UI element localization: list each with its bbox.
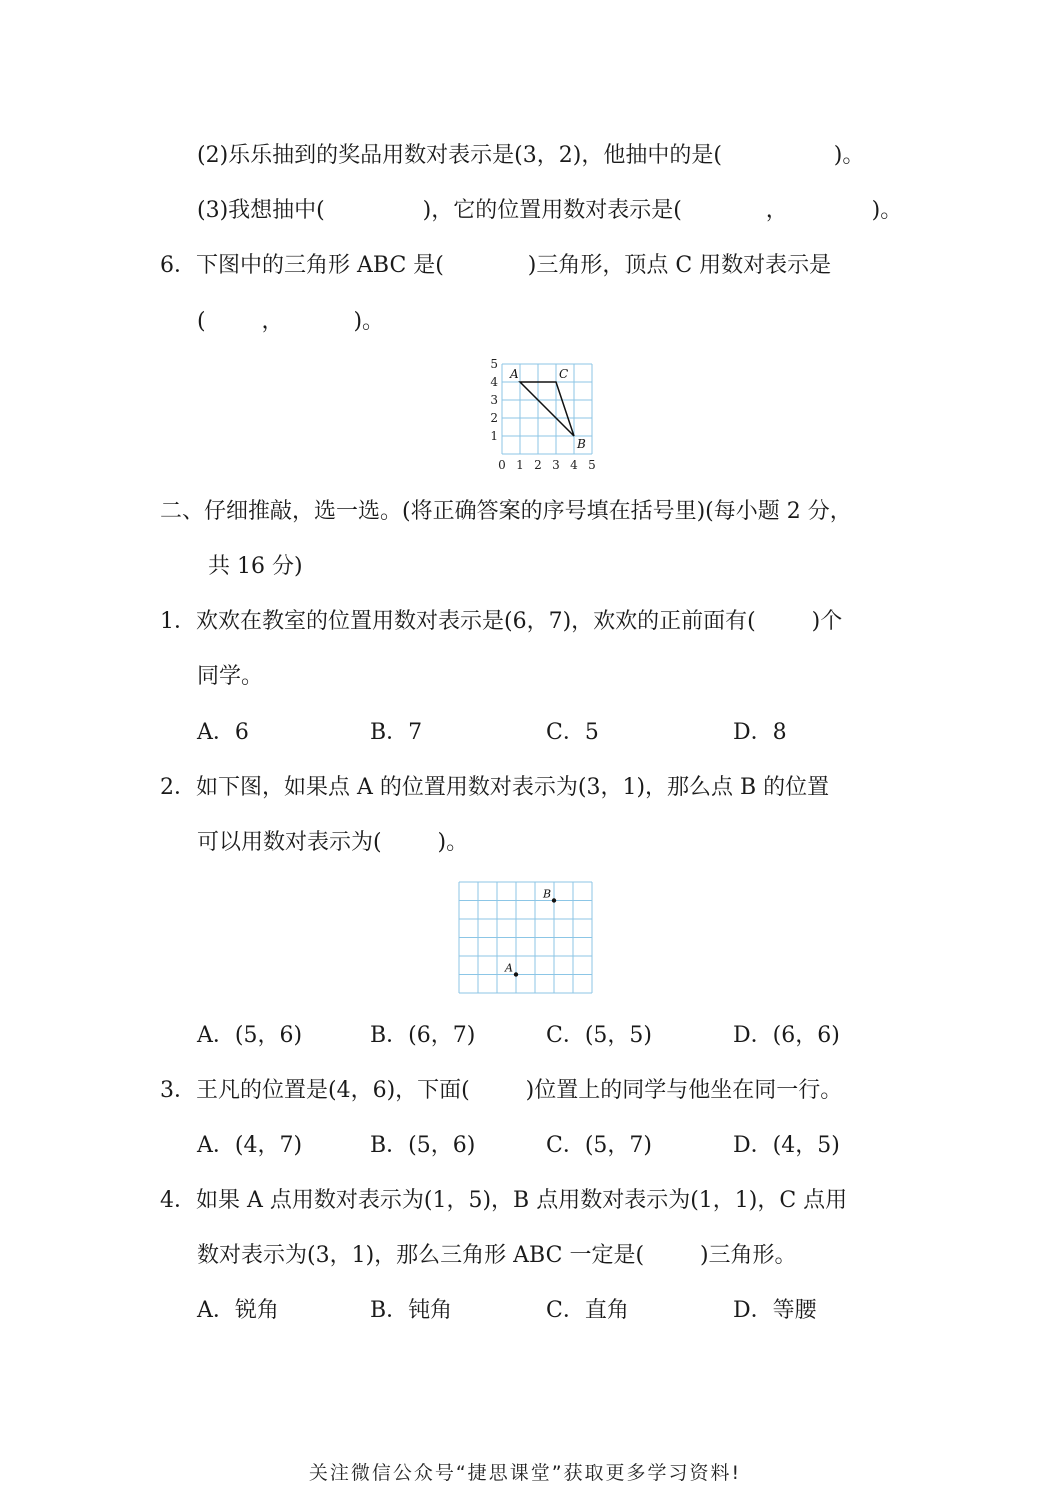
mc-q2-line1: 2．如下图，如果点 A 的位置用数对表示为(3，1)，那么点 B 的位置 bbox=[160, 775, 830, 800]
point-a bbox=[514, 972, 518, 976]
q6-question-line2: ( ， )。 bbox=[197, 309, 385, 334]
y-tick-label: 2 bbox=[490, 411, 498, 425]
mc-q1-option-b[interactable]: B．7 bbox=[370, 720, 423, 745]
x-tick-label: 3 bbox=[552, 458, 560, 472]
q5-sub3-text: (3)我想抽中( )，它的位置用数对表示是( ， )。 bbox=[197, 198, 903, 223]
mc-q3-option-c[interactable]: C．(5，7) bbox=[546, 1133, 652, 1158]
q6-question-line1: 6．下图中的三角形 ABC 是( )三角形，顶点 C 用数对表示是 bbox=[160, 253, 832, 278]
mc-q4-option-d[interactable]: D．等腰 bbox=[733, 1298, 817, 1323]
mc-q3-option-b[interactable]: B．(5，6) bbox=[370, 1133, 476, 1158]
mc-q2-option-d[interactable]: D．(6，6) bbox=[733, 1023, 840, 1048]
mc-q1-option-c[interactable]: C．5 bbox=[546, 720, 599, 745]
mc-q2-option-a[interactable]: A．(5，6) bbox=[197, 1023, 303, 1048]
mc-q4-option-a[interactable]: A．锐角 bbox=[197, 1298, 279, 1323]
mc-q3-option-a[interactable]: A．(4，7) bbox=[197, 1133, 303, 1158]
y-tick-label: 1 bbox=[490, 429, 498, 443]
mc-q1-line1: 1．欢欢在教室的位置用数对表示是(6，7)，欢欢的正前面有( )个 bbox=[160, 609, 843, 634]
mc-q3-line1: 3．王凡的位置是(4，6)，下面( )位置上的同学与他坐在同一行。 bbox=[160, 1078, 843, 1103]
mc-q2-option-b[interactable]: B．(6，7) bbox=[370, 1023, 476, 1048]
vertex-label-b: B bbox=[577, 437, 586, 451]
footer-promo-text: 关注微信公众号“捷思课堂”获取更多学习资料! bbox=[308, 1462, 742, 1484]
x-tick-label: 2 bbox=[534, 458, 542, 472]
vertex-label-c: C bbox=[559, 367, 569, 381]
section2-heading-line1: 二、仔细推敲，选一选。(将正确答案的序号填在括号里)(每小题 2 分， bbox=[160, 499, 852, 524]
q2-grid-lines bbox=[459, 882, 592, 993]
y-tick-label: 3 bbox=[490, 393, 498, 407]
mc-q4-option-c[interactable]: C．直角 bbox=[546, 1298, 629, 1323]
mc-q1-option-d[interactable]: D．8 bbox=[733, 720, 787, 745]
mc-q2-option-c[interactable]: C．(5，5) bbox=[546, 1023, 652, 1048]
q6-grid-figure bbox=[480, 356, 605, 476]
mc-q2-line2: 可以用数对表示为( )。 bbox=[197, 830, 469, 855]
q6-axis-ticks bbox=[490, 357, 595, 472]
point-label-a: A bbox=[505, 961, 513, 975]
y-tick-label: 4 bbox=[490, 375, 498, 389]
x-tick-label: 0 bbox=[498, 458, 506, 472]
mc-q1-option-a[interactable]: A．6 bbox=[197, 720, 249, 745]
mc-q4-option-b[interactable]: B．钝角 bbox=[370, 1298, 453, 1323]
mc-q4-line1: 4．如果 A 点用数对表示为(1，5)，B 点用数对表示为(1，1)，C 点用 bbox=[160, 1188, 848, 1213]
q5-sub2-text: (2)乐乐抽到的奖品用数对表示是(3，2)，他抽中的是( )。 bbox=[197, 143, 865, 168]
q2-grid-figure bbox=[456, 880, 594, 996]
point-b bbox=[552, 898, 556, 902]
x-tick-label: 4 bbox=[570, 458, 578, 472]
x-tick-label: 1 bbox=[516, 458, 524, 472]
triangle-abc bbox=[520, 382, 574, 436]
vertex-label-a: A bbox=[510, 367, 519, 381]
mc-q1-line2: 同学。 bbox=[197, 664, 264, 689]
x-tick-label: 5 bbox=[588, 458, 596, 472]
y-tick-label: 5 bbox=[490, 357, 498, 371]
mc-q3-option-d[interactable]: D．(4，5) bbox=[733, 1133, 840, 1158]
point-label-b: B bbox=[543, 887, 552, 901]
mc-q4-line2: 数对表示为(3，1)，那么三角形 ABC 一定是( )三角形。 bbox=[197, 1243, 797, 1268]
section2-heading-line2: 共 16 分) bbox=[208, 554, 303, 579]
